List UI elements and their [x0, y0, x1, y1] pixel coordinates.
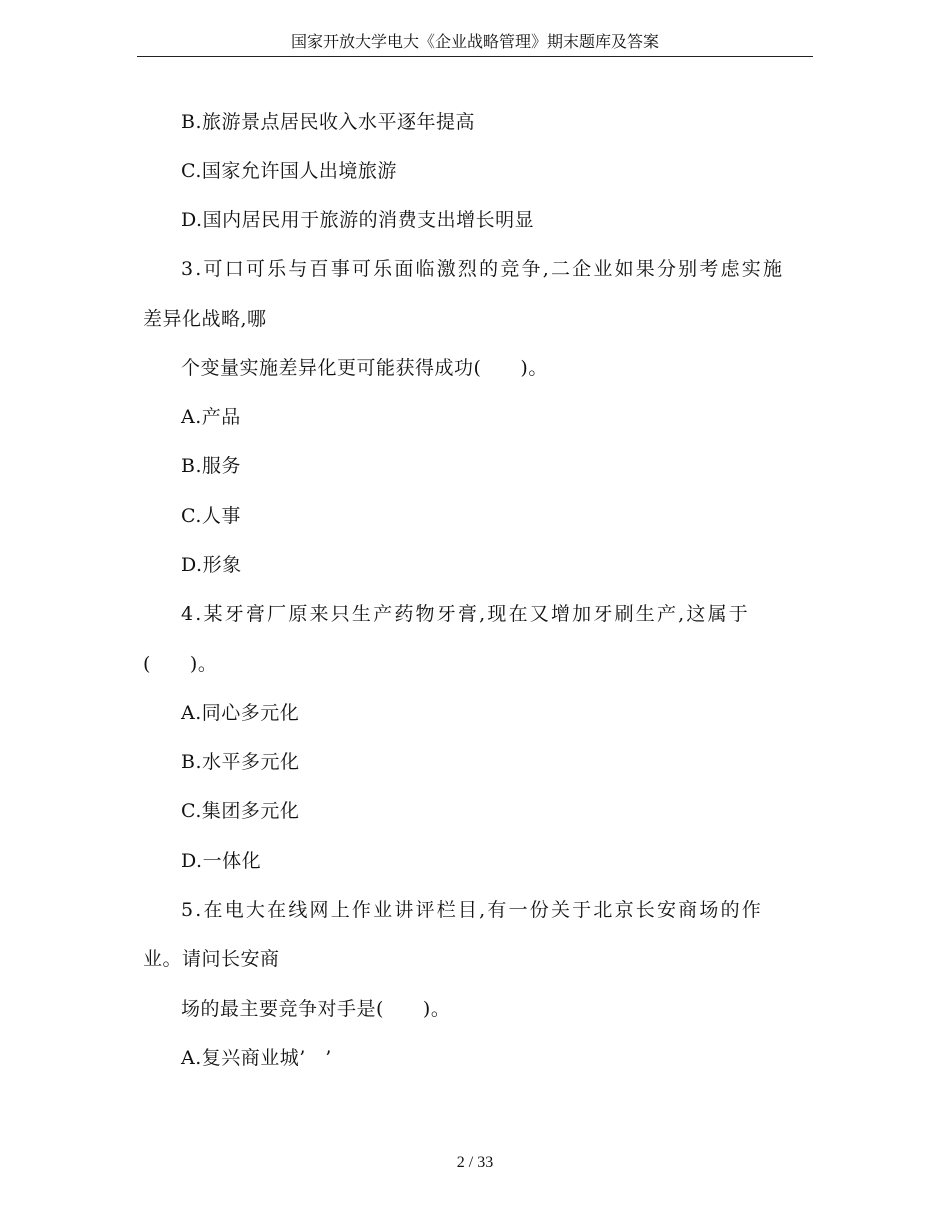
page-header [137, 30, 813, 57]
question-5-line-1: 5.在电大在线网上作业讲评栏目,有一份关于北京长安商场的作 [181, 899, 763, 921]
option-d-q4: D.一体化 [181, 850, 262, 872]
option-b-q3: B.服务 [181, 455, 242, 477]
question-5-line-2: 业。请问长安商 [143, 948, 280, 970]
option-b-q4: B.水平多元化 [181, 751, 300, 773]
option-a-q5: A.复兴商业城’ ’ [181, 1047, 332, 1069]
document-title: 国家开放大学电大《企业战略管理》期末题库及答案 [290, 32, 659, 51]
question-3-line-2: 差异化战略,哪 [143, 308, 267, 330]
question-3-line-3: 个变量实施差异化更可能获得成功( )。 [181, 357, 548, 379]
option-b-q2: B.旅游景点居民收入水平逐年提高 [181, 111, 476, 133]
question-5-line-3: 场的最主要竞争对手是( )。 [181, 998, 451, 1020]
option-d-q3: D.形象 [181, 554, 242, 576]
question-4-line-1: 4.某牙膏厂原来只生产药物牙膏,现在又增加牙刷生产,这属于 [181, 603, 751, 625]
question-4-line-2: ( )。 [143, 653, 218, 675]
option-c-q2: C.国家允许国人出境旅游 [181, 160, 397, 182]
option-a-q3: A.产品 [181, 406, 241, 428]
option-d-q2: D.国内居民用于旅游的消费支出增长明显 [181, 209, 535, 231]
option-a-q4: A.同心多元化 [181, 702, 300, 724]
option-c-q3: C.人事 [181, 505, 241, 527]
option-c-q4: C.集团多元化 [181, 800, 300, 822]
page-footer [0, 1152, 950, 1174]
page-number: 2 / 33 [456, 1154, 494, 1171]
question-3-line-1: 3.可口可乐与百事可乐面临激烈的竞争,二企业如果分别考虑实施 [181, 258, 785, 280]
